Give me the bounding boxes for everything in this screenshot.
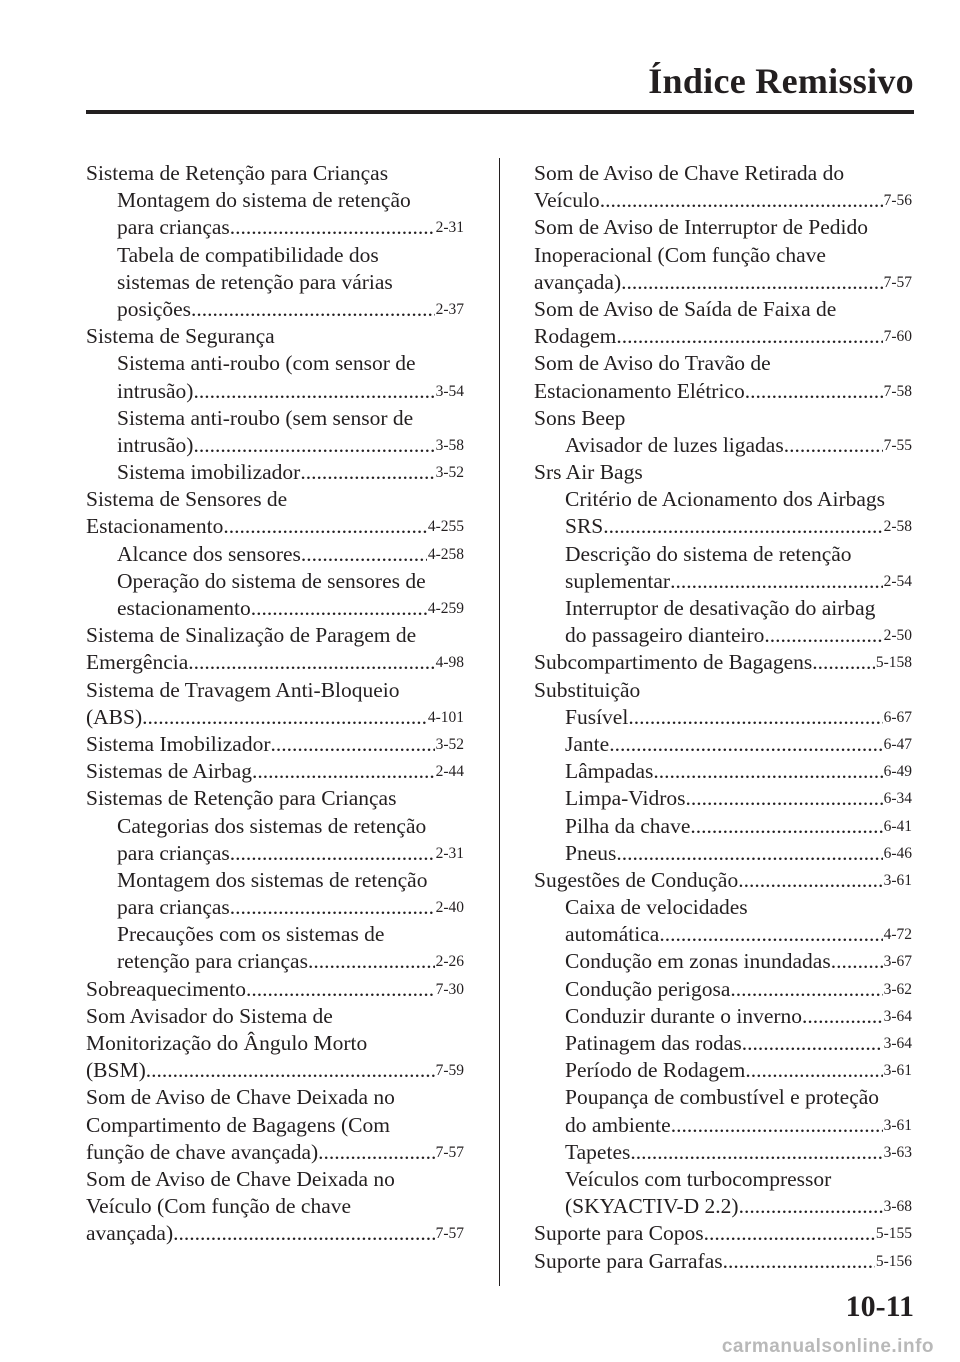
page-reference: 7-56 [883,192,912,210]
page-reference: 3-68 [883,1198,912,1216]
index-entry-text: Montagem dos sistemas de retenção [117,867,428,892]
index-entry-text: Som de Aviso de Interruptor de Pedido [534,215,868,240]
index-entry-text: Inoperacional (Com função chave [534,242,826,267]
index-entry [86,1139,464,1166]
dot-leader [188,649,434,676]
dot-leader [308,948,435,975]
dot-leader [686,785,883,812]
dot-leader [191,296,435,323]
index-entry-text: Sistema de Sensores de [86,487,288,512]
index-entry [86,296,464,323]
index-entry-text: sistemas de retenção para várias [117,269,393,294]
index-entry-text: Sistema de Sinalização de Paragem de [86,623,417,648]
dot-leader [653,758,882,785]
index-heading [534,1084,912,1111]
page-reference: 2-50 [883,627,912,645]
index-entry-text: para crianças [117,215,230,240]
dot-leader [628,704,882,731]
page-reference: 4-259 [427,600,464,617]
index-entry [86,758,464,785]
index-entry-text: Avisador de luzes ligadas [565,432,784,457]
index-entry-text: posições [117,296,192,321]
index-entry [534,1193,912,1220]
dot-leader [193,432,434,459]
index-entry [534,704,912,731]
index-heading [86,622,464,649]
index-column-right [534,160,912,1275]
page-reference: 4-258 [427,545,464,563]
index-entry-text: Monitorização do Ângulo Morto [86,1031,368,1055]
page-reference: 2-44 [435,763,464,781]
index-entry-text: Sistema imobilizador [117,460,301,485]
page-reference: 4-72 [883,926,912,944]
index-entry-text: avançada) [534,269,622,294]
index-heading [86,1193,464,1220]
page-reference: 2-37 [435,300,464,318]
page-reference: 3-58 [435,436,464,454]
index-entry-text: Sobreaquecimento [86,976,247,1001]
index-entry-text: Interruptor de desativação do airbag [565,596,876,620]
index-entry-text: Precauções com os sistemas de [117,922,385,947]
index-entry-text: Sistema Imobilizador [86,731,271,756]
index-entry-text: função de chave avançada) [86,1139,319,1164]
index-entry [86,513,464,540]
dot-leader [621,269,882,296]
index-entry-text: Pneus [565,840,617,865]
index-entry-text: (BSM) [86,1058,146,1083]
index-entry-text: Pilha da chave [565,813,691,838]
index-entry [534,568,912,595]
index-entry-text: Sons Beep [534,405,626,430]
index-entry-text: Montagem do sistema de retenção [117,188,411,213]
dot-leader [659,921,882,948]
index-heading [534,595,912,622]
page-reference: 2-58 [883,518,912,536]
index-heading [86,921,464,948]
page-reference: 3-64 [883,1035,912,1052]
index-entry [86,1220,464,1247]
index-column-left [86,160,464,1248]
index-entry [534,269,912,296]
page-reference: 6-47 [883,735,912,753]
dot-leader [246,976,435,1003]
index-heading [86,405,464,432]
dot-leader [600,187,883,214]
dot-leader [223,513,427,540]
index-entry-text: Veículos com turbocompressor [565,1166,832,1191]
index-entry-text: avançada) [86,1221,174,1246]
index-entry [534,731,912,758]
index-heading [86,323,464,350]
index-heading [86,677,464,704]
index-entry-text: Tabela de compatibilidade dos [117,242,379,267]
index-entry-text: Alcance dos sensores [117,541,301,566]
dot-leader [301,541,427,568]
dot-leader [300,459,434,486]
page-reference: 6-49 [883,763,912,781]
index-entry-text: Suporte para Garrafas [534,1248,723,1273]
index-entry-text: Período de Rodagem [565,1058,746,1083]
index-entry [534,867,912,894]
index-entry-text: retenção para crianças [117,949,308,974]
index-entry-text: Som de Aviso de Chave Deixada no [86,1085,395,1110]
index-entry [86,948,464,975]
index-entry [534,948,912,975]
index-heading [86,160,464,187]
dot-leader [616,840,882,867]
dot-leader [230,894,435,921]
index-entry [86,378,464,405]
dot-leader [671,1112,883,1139]
dot-leader [742,1030,883,1057]
index-entry-text: SRS [565,514,604,539]
index-entry-text: Descrição do sistema de retenção [565,541,852,566]
index-entry-text: Substituição [534,677,641,702]
index-entry-text: Patinagem das rodas [565,1031,742,1055]
index-entry-text: do ambiente [565,1112,671,1137]
index-heading [86,867,464,894]
dot-leader [630,1139,882,1166]
index-heading [534,894,912,921]
dot-leader [609,731,882,758]
dot-leader [173,1220,434,1247]
index-entry-text: Poupança de combustível e proteção [565,1085,880,1110]
index-heading [534,160,912,187]
watermark: carmanualsonline.info [721,1336,934,1357]
dot-leader [704,1220,875,1247]
page-reference: 3-62 [883,980,912,998]
dot-leader [745,378,883,405]
index-entry-text: (SKYACTIV-D 2.2) [565,1194,739,1219]
index-entry-text: Som Avisador do Sistema de [86,1003,333,1028]
index-entry-text: Estacionamento [86,514,224,539]
index-entry-text: Som de Aviso de Chave Retirada do [534,161,845,185]
page-reference: 7-55 [883,436,912,454]
index-entry-text: intrusão) [117,378,194,403]
index-entry-text: Compartimento de Bagagens (Com [86,1112,390,1137]
index-entry [534,785,912,812]
index-entry [534,187,912,214]
index-heading [534,541,912,568]
index-entry [534,1030,912,1057]
page-reference: 7-59 [435,1062,464,1080]
index-heading [86,785,464,812]
index-entry-text: Categorias dos sistemas de retenção [117,813,427,838]
index-entry [534,1057,912,1084]
index-entry [534,1220,912,1247]
dot-leader [784,432,883,459]
index-entry-text: Jante [565,731,610,756]
dot-leader [230,840,435,867]
index-entry [534,622,912,649]
index-heading [86,269,464,296]
index-entry [86,704,464,731]
dot-leader [812,649,875,676]
index-heading [86,350,464,377]
index-heading [534,459,912,486]
index-entry-text: Conduzir durante o inverno [565,1003,803,1028]
index-entry-text: Subcompartimento de Bagagens [534,650,813,675]
index-entry-text: estacionamento [117,596,251,620]
index-entry-text: Emergência [86,650,189,675]
page-reference: 5-155 [875,1225,912,1243]
index-entry [534,649,912,676]
index-entry [534,758,912,785]
column-divider [499,158,500,1286]
index-heading [534,677,912,704]
index-entry-text: Suporte para Copos [534,1221,704,1246]
index-entry-text: Caixa de velocidades [565,895,748,920]
page-reference: 3-52 [435,735,464,753]
index-entry [534,432,912,459]
dot-leader [764,622,882,649]
index-entry [86,432,464,459]
index-entry-text: Veículo (Com função de chave [86,1194,352,1219]
index-entry-text: Rodagem [534,324,617,349]
index-entry-text: Sistema de Retenção para Crianças [86,161,389,185]
index-entry [534,378,912,405]
dot-leader [193,378,434,405]
index-entry-text: Sistemas de Retenção para Crianças [86,786,397,811]
page-reference: 7-58 [883,382,912,400]
index-entry-text: Tapetes [565,1139,631,1164]
page-reference: 3-67 [883,953,912,971]
dot-leader [802,1003,883,1030]
index-heading [86,242,464,269]
index-entry-text: para crianças [117,895,230,920]
index-entry-text: Sistema anti-roubo (sem sensor de [117,405,414,430]
index-entry [534,323,912,350]
page-reference: 5-156 [875,1252,912,1270]
index-entry-text: Sugestões de Condução [534,867,739,892]
index-entry-text: Limpa-Vidros [565,786,686,811]
index-entry-text: (ABS) [86,704,143,729]
index-entry [534,976,912,1003]
page-reference: 2-26 [435,953,464,971]
page-reference: 7-57 [435,1225,464,1243]
index-entry-text: Condução em zonas inundadas [565,949,831,974]
page-reference: 2-31 [435,219,464,237]
index-entry-text: Sistemas de Airbag [86,759,253,784]
dot-leader [739,1193,883,1220]
index-heading [86,1003,464,1030]
index-entry-text: Som de Aviso do Travão de [534,351,771,376]
page-reference: 6-67 [883,708,912,726]
page-reference: 6-46 [883,844,912,862]
dot-leader [142,704,427,731]
dot-leader [616,323,882,350]
index-entry [86,541,464,568]
dot-leader [831,948,883,975]
dot-leader [730,976,882,1003]
index-heading [534,486,912,513]
page-title: Índice Remissivo [648,61,914,101]
dot-leader [723,1248,875,1275]
page-reference: 3-54 [435,382,464,400]
index-entry-text: suplementar [565,568,671,593]
index-heading [534,1166,912,1193]
index-heading [86,1084,464,1111]
index-entry-text: Srs Air Bags [534,460,643,485]
dot-leader [251,595,427,622]
index-entry [86,976,464,1003]
dot-leader [690,813,882,840]
index-entry-text: Estacionamento Elétrico [534,378,745,403]
index-entry-text: Veículo [534,188,600,213]
page-reference: 7-30 [435,980,464,998]
page-reference: 6-34 [883,790,912,808]
page-reference: 7-57 [883,273,912,291]
index-entry-text: do passageiro dianteiro [565,623,765,648]
page-reference: 3-61 [883,1116,912,1134]
index-entry-text: para crianças [117,840,230,865]
index-entry-text: Critério de Acionamento dos Airbags [565,487,886,512]
index-entry-text: Lâmpadas [565,759,654,784]
dot-leader [603,513,882,540]
page-reference: 2-54 [883,572,912,590]
index-heading [86,1112,464,1139]
index-entry-text: Operação do sistema de sensores de [117,568,426,593]
page-reference: 5-158 [875,654,912,672]
dot-leader [271,731,435,758]
index-entry-text: Sistema de Segurança [86,324,275,349]
dot-leader [745,1057,882,1084]
index-entry-text: Sistema anti-roubo (com sensor de [117,351,416,376]
index-entry [534,1139,912,1166]
index-heading [534,350,912,377]
dot-leader [318,1139,434,1166]
page-reference: 2-31 [435,844,464,862]
index-entry [534,1248,912,1275]
index-entry-text: automática [565,922,660,947]
index-heading [86,1166,464,1193]
page-reference: 3-64 [883,1007,912,1025]
index-entry [534,513,912,540]
page-reference: 3-61 [883,871,912,889]
page-number: 10-11 [845,1290,914,1323]
index-heading [534,242,912,269]
index-entry [534,840,912,867]
page-reference: 7-57 [435,1143,464,1161]
index-entry [86,649,464,676]
page-reference: 3-61 [883,1062,912,1080]
index-heading [534,214,912,241]
index-entry-text: Som de Aviso de Chave Deixada no [86,1166,395,1191]
index-entry [86,595,464,622]
dot-leader [670,568,883,595]
page-reference: 7-60 [883,328,912,346]
index-entry [86,1057,464,1084]
index-entry [86,459,464,486]
index-entry [86,894,464,921]
index-entry [534,1003,912,1030]
page-reference: 3-52 [435,464,464,482]
index-entry-text: Sistema de Travagem Anti-Bloqueio [86,677,400,702]
dot-leader [738,867,882,894]
index-entry [534,1112,912,1139]
index-heading [86,486,464,513]
index-heading [86,568,464,595]
index-heading [86,1030,464,1057]
index-entry [86,840,464,867]
dot-leader [252,758,435,785]
index-heading [86,813,464,840]
dot-leader [230,214,435,241]
page-reference: 4-101 [427,708,464,726]
index-entry [534,813,912,840]
index-entry [86,214,464,241]
page-reference: 4-98 [435,654,464,672]
page-reference: 4-255 [427,518,464,536]
index-entry-text: Som de Aviso de Saída de Faixa de [534,296,837,321]
index-entry-text: Fusível [565,704,629,729]
index-entry-text: intrusão) [117,432,194,457]
header-rule [86,110,914,114]
index-heading [86,187,464,214]
index-entry-text: Condução perigosa [565,976,731,1001]
dot-leader [146,1057,435,1084]
page-reference: 2-40 [435,899,464,917]
page-reference: 3-63 [883,1143,912,1161]
index-heading [534,405,912,432]
index-entry [534,921,912,948]
index-entry [86,731,464,758]
index-heading [534,296,912,323]
page-reference: 6-41 [883,817,912,835]
